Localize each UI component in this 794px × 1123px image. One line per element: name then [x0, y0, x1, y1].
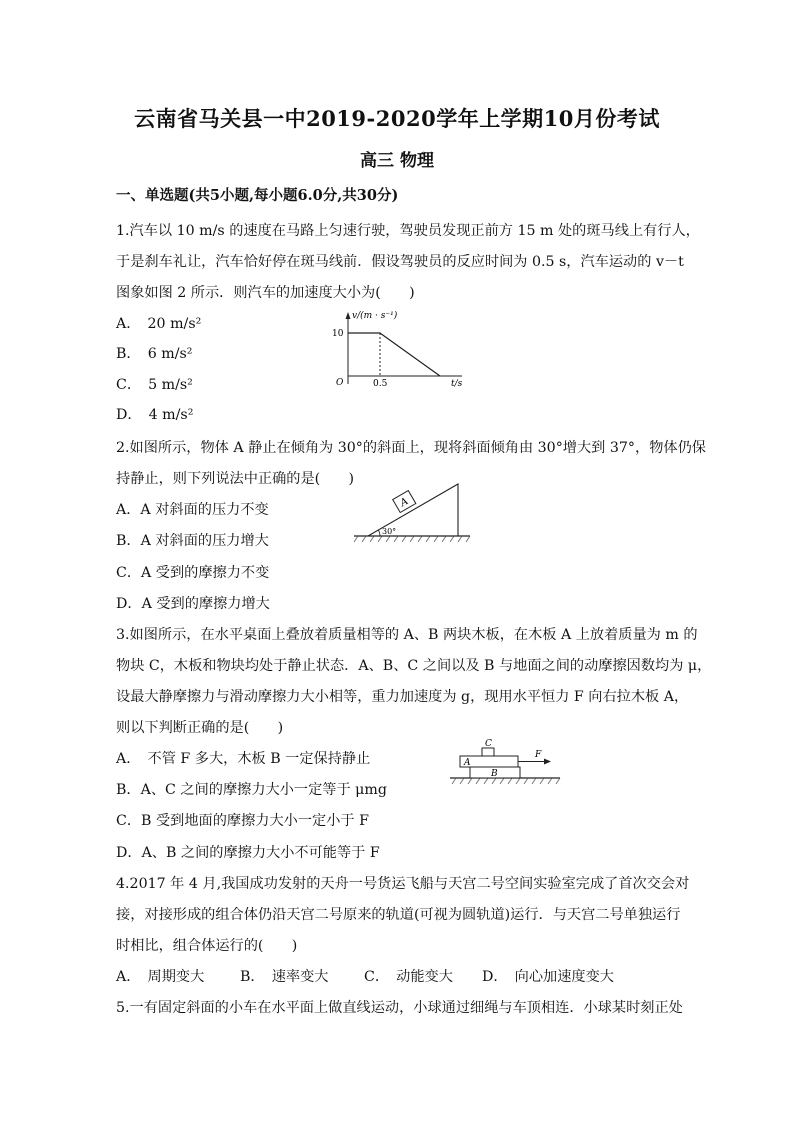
x-value-label: 0.5: [373, 379, 388, 388]
question-1-option-a: A． 20 m/s²: [116, 316, 202, 332]
block-a-label: A: [398, 495, 411, 510]
y-value-label: 10: [332, 329, 344, 339]
question-4-line-2: 接，对接形成的组合体仍沿天宫二号原来的轨道(可视为圆轨道)运行．与天宫二号单独运行: [116, 907, 681, 923]
question-3-option-b: B．A、C 之间的摩擦力大小一定等于 μmg: [116, 782, 387, 798]
force-f-label: F: [535, 750, 542, 760]
question-4-option-c: C． 动能变大: [364, 969, 453, 985]
question-3-line-3: 设最大静摩擦力与滑动摩擦力大小相等，重力加速度为 g，现用水平恒力 F 向右拉木板 A，: [116, 689, 689, 705]
section-heading: 一、单选题(共5小题,每小题6.0分,共30分): [116, 187, 399, 204]
incline-figure: [350, 478, 474, 544]
question-4-line-3: 时相比，组合体运行的( ): [116, 938, 298, 954]
question-1-option-d: D． 4 m/s²: [116, 407, 194, 423]
question-1-option-b: B． 6 m/s²: [116, 346, 193, 362]
question-4-option-b: B． 速率变大: [240, 969, 329, 985]
angle-label: 30°: [382, 527, 397, 536]
question-2-option-b: B．A 对斜面的压力增大: [116, 533, 269, 549]
question-1-option-c: C． 5 m/s²: [116, 377, 193, 393]
question-3-line-1: 3.如图所示，在水平桌面上叠放着质量相等的 A、B 两块木板，在木板 A 上放着质量为 m 的: [116, 627, 698, 643]
page-title: 云南省马关县一中2019-2020学年上学期10月份考试: [134, 106, 660, 131]
page-subtitle: 高三 物理: [360, 151, 434, 171]
question-2-line-2: 持静止，则下列说法中正确的是( ): [116, 471, 355, 487]
question-3-option-c: C．B 受到地面的摩擦力大小一定小于 F: [116, 813, 369, 829]
question-3-option-a: A． 不管 F 多大，木板 B 一定保持静止: [116, 751, 371, 767]
question-2-option-a: A．A 对斜面的压力不变: [116, 502, 269, 518]
question-2-option-c: C．A 受到的摩擦力不变: [116, 565, 270, 581]
question-1-line-1: 1.汽车以 10 m/s 的速度在马路上匀速行驶，驾驶员发现正前方 15 m 处的斑马线上有行人，: [116, 223, 700, 239]
question-2-option-d: D．A 受到的摩擦力增大: [116, 596, 270, 612]
question-3-line-4: 则以下判断正确的是( ): [116, 720, 284, 736]
question-3-line-2: 物块 C，木板和物块均处于静止状态．A、B、C 之间以及 B 与地面之间的动摩擦因数均为 μ，: [116, 658, 712, 674]
board-b-label: B: [491, 769, 498, 779]
origin-label: O: [336, 378, 344, 388]
question-4-option-a: A． 周期变大: [116, 969, 205, 985]
question-2-line-1: 2.如图所示，物体 A 静止在倾角为 30°的斜面上，现将斜面倾角由 30°增大到 37°，物体仍保: [116, 440, 706, 456]
vt-graph-figure: [322, 306, 472, 388]
question-4-line-1: 4.2017 年 4 月,我国成功发射的天舟一号货运飞船与天宫二号空间实验室完成了首次交会对: [116, 876, 690, 892]
stacked-boards-figure: [448, 738, 564, 788]
question-4-option-d: D． 向心加速度变大: [482, 969, 614, 985]
question-5-line-1: 5.一有固定斜面的小车在水平面上做直线运动，小球通过细绳与车顶相连．小球某时刻正处: [116, 1000, 683, 1016]
board-a-label: A: [464, 758, 471, 768]
question-1-line-2: 于是刹车礼让，汽车恰好停在斑马线前．假设驾驶员的反应时间为 0.5 s，汽车运动的 v－t: [116, 254, 684, 270]
y-axis-label: v/(m · s⁻¹): [352, 311, 398, 321]
x-axis-label: t/s: [451, 379, 463, 388]
question-1-line-3: 图象如图 2 所示．则汽车的加速度大小为( ): [116, 285, 415, 301]
block-c-label: C: [485, 739, 492, 749]
question-3-option-d: D．A、B 之间的摩擦力大小不可能等于 F: [116, 845, 380, 861]
